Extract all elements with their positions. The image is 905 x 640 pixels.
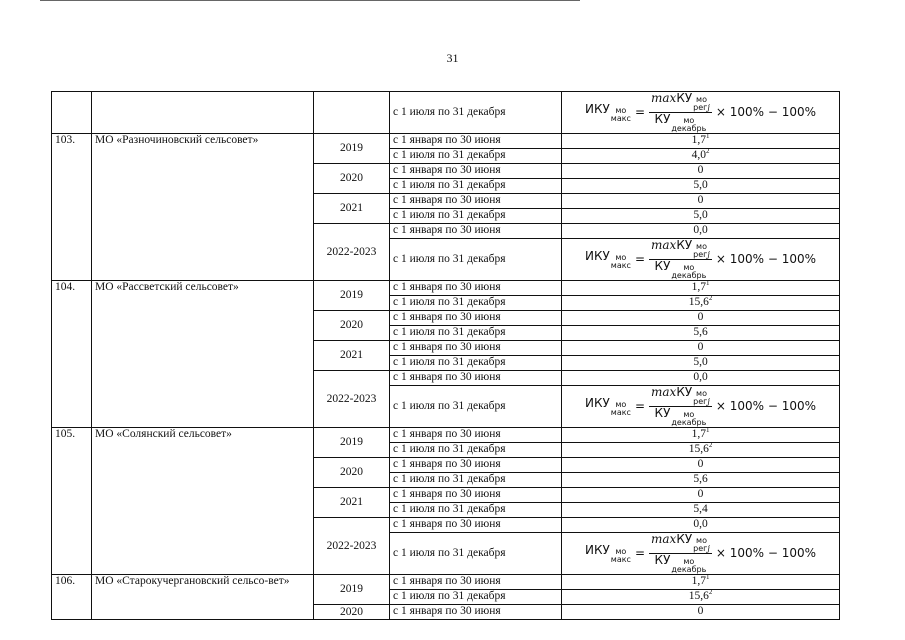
value-cell: [562, 149, 840, 164]
period-cell: с 1 января по 30 июня: [390, 134, 562, 149]
value-cell: [562, 503, 840, 518]
value-text: 15,6: [688, 296, 709, 308]
formula-num-sub-wrap: [693, 104, 710, 112]
value-cell: [562, 164, 840, 179]
formula-den-indices: [671, 558, 706, 574]
entity-number: 105.: [52, 428, 92, 575]
entity-name: МО «Солянский сельсовет»: [92, 428, 314, 575]
formula-den-sup: мо: [683, 263, 695, 272]
period-cell: с 1 января по 30 июня: [390, 341, 562, 356]
formula-lhs-sup: мо: [615, 105, 627, 115]
value-text: 15,6: [688, 590, 709, 602]
year-cell: 2021: [314, 488, 390, 518]
value-cell: [562, 224, 840, 239]
formula-numerator: [649, 386, 712, 407]
formula-num-sub: рег: [693, 250, 708, 259]
year-cell: 2019: [314, 134, 390, 164]
formula-num-sub-wrap: [693, 251, 710, 259]
value-cell: [562, 296, 840, 311]
formula-lhs: [585, 103, 631, 123]
formula-equals: =: [634, 399, 646, 413]
value-text: 4,0: [691, 149, 706, 161]
formula-num-main: КУ: [676, 532, 693, 546]
footnote-marker: 1: [705, 574, 710, 581]
formula-num-indices: [693, 390, 710, 406]
formula-den-sub: декабрь: [671, 418, 707, 427]
formula-num-sub-j: j: [707, 250, 710, 259]
period-cell: с 1 июля по 31 декабря: [390, 443, 562, 458]
year-cell: 2021: [314, 194, 390, 224]
formula-num-indices: [693, 96, 710, 112]
period-cell: с 1 июля по 31 декабря: [390, 533, 562, 575]
formula-den-sub: декабрь: [671, 271, 707, 280]
table-row: [52, 281, 840, 296]
value-text: 1,7: [691, 281, 706, 293]
formula-lhs-indices: [611, 254, 631, 270]
value-cell: [562, 575, 840, 590]
period-cell: с 1 июля по 31 декабря: [390, 326, 562, 341]
value-cell: [562, 281, 840, 296]
formula-lhs-sub: макс: [610, 113, 631, 123]
value-cell: [562, 428, 840, 443]
value-cell: [562, 458, 840, 473]
value-cell: [562, 134, 840, 149]
period-cell: с 1 июля по 31 декабря: [390, 356, 562, 371]
year-cell: 2020: [314, 458, 390, 488]
formula-denominator: [653, 554, 709, 574]
index-formula: [585, 239, 816, 280]
period-cell: с 1 января по 30 июня: [390, 194, 562, 209]
formula-num-sub: рег: [693, 544, 708, 553]
formula-cell: [562, 239, 840, 281]
formula-num-sup: мо: [696, 389, 707, 398]
table-row: [52, 134, 840, 149]
entity-number: 104.: [52, 281, 92, 428]
formula-lhs-sup: мо: [615, 399, 627, 409]
period-cell: с 1 января по 30 июня: [390, 311, 562, 326]
value-cell: [562, 209, 840, 224]
value-cell: [562, 605, 840, 620]
formula-lhs-main: ИКУ: [584, 248, 610, 263]
formula-num-sup: мо: [696, 536, 707, 545]
formula-lhs-indices: [611, 548, 631, 564]
value-text: 0: [697, 605, 704, 617]
formula-denominator: [653, 113, 709, 133]
formula-cell: [562, 533, 840, 575]
year-cell: 2020: [314, 605, 390, 620]
period-cell: с 1 января по 30 июня: [390, 605, 562, 620]
value-text: 5,0: [693, 356, 708, 368]
formula-den-main: КУ: [654, 259, 671, 273]
value-cell: [562, 488, 840, 503]
formula-max: max: [651, 385, 677, 399]
formula-num-sup: мо: [696, 242, 707, 251]
formula-cell: [562, 386, 840, 428]
value-cell: [562, 371, 840, 386]
year-cell: 2022-2023: [314, 371, 390, 428]
formula-denominator: [653, 260, 709, 280]
formula-lhs-indices: [611, 401, 631, 417]
formula-den-sup: мо: [683, 410, 695, 419]
period-cell: с 1 января по 30 июня: [390, 488, 562, 503]
value-text: 0,0: [693, 518, 708, 530]
year-cell: 2020: [314, 164, 390, 194]
formula-max: max: [651, 532, 677, 546]
tariff-table-body: [52, 92, 840, 620]
formula-den-indices: [671, 117, 706, 133]
formula-lhs-sub: макс: [610, 407, 631, 417]
table-row: [52, 575, 840, 590]
year-cell: 2019: [314, 428, 390, 458]
formula-num-main: КУ: [676, 91, 693, 105]
num-cell: [52, 92, 92, 134]
value-text: 5,6: [693, 326, 708, 338]
year-cell: 2019: [314, 281, 390, 311]
formula-equals: =: [634, 252, 646, 266]
formula-num-sub-j: j: [707, 397, 710, 406]
formula-den-sub: декабрь: [671, 124, 707, 133]
value-text: 1,7: [691, 134, 706, 146]
footnote-marker: 2: [705, 148, 710, 155]
value-text: 0: [697, 458, 704, 470]
footnote-marker: 1: [705, 427, 710, 434]
formula-fraction: [649, 533, 712, 574]
formula-denominator: [653, 407, 709, 427]
value-text: 5,0: [693, 209, 708, 221]
formula-num-sub: рег: [693, 103, 708, 112]
formula-numerator: [649, 92, 712, 113]
formula-den-main: КУ: [654, 406, 671, 420]
formula-lhs-sub: макс: [610, 554, 631, 564]
period-cell: с 1 июля по 31 декабря: [390, 386, 562, 428]
formula-lhs: [585, 397, 631, 417]
index-formula: [585, 533, 816, 574]
formula-den-indices: [671, 264, 706, 280]
value-cell: [562, 179, 840, 194]
index-formula: [585, 92, 816, 133]
formula-lhs-main: ИКУ: [584, 395, 610, 410]
period-cell: с 1 июля по 31 декабря: [390, 590, 562, 605]
formula-lhs: [585, 250, 631, 270]
period-cell: с 1 января по 30 июня: [390, 371, 562, 386]
period-cell: с 1 января по 30 июня: [390, 224, 562, 239]
period-cell: с 1 июля по 31 декабря: [390, 473, 562, 488]
value-cell: [562, 590, 840, 605]
period-cell: с 1 января по 30 июня: [390, 428, 562, 443]
value-cell: [562, 326, 840, 341]
footnote-marker: 1: [705, 280, 710, 287]
index-formula: [585, 386, 816, 427]
year-cell: 2020: [314, 311, 390, 341]
entity-number: 106.: [52, 575, 92, 620]
entity-number: 103.: [52, 134, 92, 281]
formula-lhs-indices: [611, 107, 631, 123]
page-number: 31: [446, 51, 459, 65]
formula-equals: =: [634, 546, 646, 560]
tariff-table: [51, 91, 840, 620]
formula-num-main: КУ: [676, 385, 693, 399]
period-cell: с 1 июля по 31 декабря: [390, 149, 562, 164]
formula-tail: × 100% − 100%: [715, 105, 817, 119]
value-text: 0: [697, 194, 704, 206]
formula-num-main: КУ: [676, 238, 693, 252]
footnote-marker: 2: [708, 589, 713, 596]
formula-numerator: [649, 239, 712, 260]
value-text: 0: [697, 311, 704, 323]
year-cell: 2021: [314, 341, 390, 371]
formula-num-sup: мо: [696, 95, 707, 104]
formula-tail: × 100% − 100%: [715, 546, 817, 560]
value-text: 0: [697, 488, 704, 500]
value-text: 0,0: [693, 371, 708, 383]
period-cell: с 1 июля по 31 декабря: [390, 209, 562, 224]
period-cell: с 1 января по 30 июня: [390, 281, 562, 296]
value-text: 5,0: [693, 179, 708, 191]
period-cell: с 1 июля по 31 декабря: [390, 239, 562, 281]
formula-num-sub-j: j: [707, 103, 710, 112]
footnote-marker: 1: [705, 133, 710, 140]
formula-den-sup: мо: [683, 557, 695, 566]
formula-num-sub-wrap: [693, 545, 710, 553]
formula-num-sub-wrap: [693, 398, 710, 406]
year-cell: 2022-2023: [314, 518, 390, 575]
value-cell: [562, 194, 840, 209]
entity-name: МО «Старокучергановский сельсо-вет»: [92, 575, 314, 620]
formula-max: max: [651, 91, 677, 105]
value-text: 1,7: [691, 428, 706, 440]
year-cell: 2019: [314, 575, 390, 605]
period-cell: с 1 января по 30 июня: [390, 518, 562, 533]
formula-num-sub: рег: [693, 397, 708, 406]
footnote-marker: 2: [708, 442, 713, 449]
period-cell: с 1 июля по 31 декабря: [390, 503, 562, 518]
formula-max: max: [651, 238, 677, 252]
formula-lhs-main: ИКУ: [584, 542, 610, 557]
formula-tail: × 100% − 100%: [715, 399, 817, 413]
value-text: 0: [697, 341, 704, 353]
scan-artifact-line: [40, 0, 580, 1]
formula-den-indices: [671, 411, 706, 427]
period-cell: с 1 января по 30 июня: [390, 575, 562, 590]
value-cell: [562, 473, 840, 488]
value-text: 0: [697, 164, 704, 176]
period-cell: с 1 января по 30 июня: [390, 458, 562, 473]
formula-lhs-sub: макс: [610, 260, 631, 270]
formula-lhs-main: ИКУ: [584, 101, 610, 116]
formula-lhs: [585, 544, 631, 564]
value-text: 0,0: [693, 224, 708, 236]
name-cell: [92, 92, 314, 134]
entity-name: МО «Рассветский сельсовет»: [92, 281, 314, 428]
formula-equals: =: [634, 105, 646, 119]
formula-den-sub: декабрь: [671, 565, 707, 574]
period-cell: с 1 июля по 31 декабря: [390, 92, 562, 134]
period-cell: с 1 января по 30 июня: [390, 164, 562, 179]
formula-tail: × 100% − 100%: [715, 252, 817, 266]
formula-cell: [562, 92, 840, 134]
formula-fraction: [649, 386, 712, 427]
formula-lhs-sup: мо: [615, 252, 627, 262]
value-text: 5,4: [693, 503, 708, 515]
value-text: 5,6: [693, 473, 708, 485]
formula-num-indices: [693, 243, 710, 259]
formula-num-indices: [693, 537, 710, 553]
formula-numerator: [649, 533, 712, 554]
value-cell: [562, 518, 840, 533]
period-cell: с 1 июля по 31 декабря: [390, 296, 562, 311]
value-cell: [562, 443, 840, 458]
value-text: 15,6: [688, 443, 709, 455]
table-row: [52, 428, 840, 443]
value-cell: [562, 341, 840, 356]
entity-name: МО «Разночиновский сельсовет»: [92, 134, 314, 281]
period-cell: с 1 июля по 31 декабря: [390, 179, 562, 194]
formula-den-main: КУ: [654, 112, 671, 126]
formula-den-sup: мо: [683, 116, 695, 125]
formula-num-sub-j: j: [707, 544, 710, 553]
value-text: 1,7: [691, 575, 706, 587]
formula-lhs-sup: мо: [615, 546, 627, 556]
value-cell: [562, 311, 840, 326]
value-cell: [562, 356, 840, 371]
table-row: [52, 92, 840, 134]
formula-fraction: [649, 239, 712, 280]
footnote-marker: 2: [708, 295, 713, 302]
formula-den-main: КУ: [654, 553, 671, 567]
year-cell: 2022-2023: [314, 224, 390, 281]
formula-fraction: [649, 92, 712, 133]
year-cell: [314, 92, 390, 134]
